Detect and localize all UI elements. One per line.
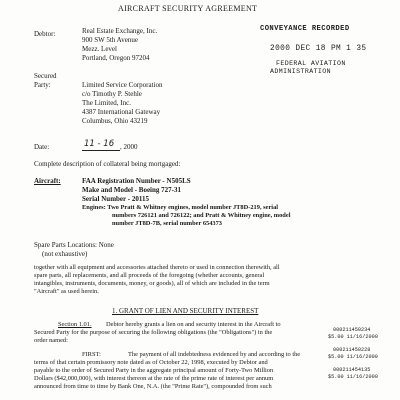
stamp-agency-line2: ADMINISTRATION	[270, 68, 331, 75]
recording-fee: $5.00 11/16/2000	[328, 374, 378, 380]
date-handwritten: 11 - 16	[84, 139, 115, 149]
debtor-label: Debtor:	[34, 30, 56, 38]
section-101-label: Section 1.01.	[58, 321, 92, 328]
section-101-line: Debtor hereby grants a lien on and security interest in the Aircraft to	[106, 321, 281, 328]
recording-number: 000211454135	[333, 367, 371, 373]
recording-fee: $5.00 11/16/2000	[328, 334, 378, 340]
together-paragraph-line: intangibles, instruments, documents, money, or goods), all of which are included in the term	[34, 280, 270, 287]
date-underline	[82, 150, 120, 151]
spare-parts-locations: Spare Parts Locations: None	[34, 241, 114, 249]
aircraft-label: Aircraft:	[34, 177, 61, 185]
aircraft-engines: numbers 726121 and 726122; and Pratt & Whitney engine, model	[112, 212, 291, 219]
aircraft-make-model: Make and Model - Boeing 727-31	[82, 186, 181, 194]
together-paragraph-line: together with all equipment and accessories attached thereto or used in connection therewith, all	[34, 264, 280, 271]
spare-parts-note: (not exhaustive)	[42, 250, 88, 258]
debtor-address-line: Portland, Oregon 97204	[82, 54, 150, 62]
first-paragraph-line: payable to the order of Secured Party in the aggregate principal amount of Forty-Two Million	[34, 367, 274, 374]
secured-party-line: c/o Timothy P. Stehle	[82, 90, 142, 98]
secured-party-label: Party:	[34, 81, 51, 89]
first-paragraph-line: announced from time to time by Bank One, N.A. (the "Prime Rate"), compounded from such	[34, 383, 272, 390]
debtor-address-line: 900 SW 5th Avenue	[82, 36, 138, 44]
section-heading: 1. GRANT OF LIEN AND SECURITY INTEREST	[112, 307, 259, 315]
section-101-line: Secured Party for the purpose of securing the following obligations (the "Obligations") in the	[34, 329, 273, 336]
recording-fee: $5.00 11/16/2000	[328, 354, 378, 360]
aircraft-engines: number JT8D-7B, serial number 654373	[112, 220, 223, 227]
together-paragraph-line: "Aircraft" as used herein.	[34, 288, 99, 295]
debtor-name: Real Estate Exchange, Inc.	[82, 27, 158, 35]
date-year: , 2000	[120, 143, 138, 151]
aircraft-serial: Serial Number - 20115	[82, 195, 149, 203]
first-paragraph-line: terms of that certain promissory note dated as of October 22, 1998, executed by Debtor and	[34, 359, 268, 366]
debtor-address-line: Mezz. Level	[82, 45, 117, 53]
document-title: AIRCRAFT SECURITY AGREEMENT	[118, 4, 258, 13]
stamp-date: 2000 DEC 18 PM 1 35	[270, 45, 367, 53]
first-paragraph-line: Dollars ($42,000,000), with interest thereon at the rate of the prime rate of interest per annum	[34, 375, 274, 382]
first-paragraph-label: FIRST:	[82, 351, 101, 358]
recording-number: 000211450228	[333, 347, 371, 353]
secured-party-line: Columbus, Ohio 43219	[82, 117, 148, 125]
together-paragraph-line: spare parts, all replacements, and all proceeds of the foregoing (whether accounts, general	[34, 272, 265, 279]
stamp-agency-line1: FEDERAL AVIATION	[276, 60, 346, 67]
secured-party-label: Secured	[34, 72, 57, 80]
date-label: Date:	[34, 143, 50, 151]
secured-party-line: 4387 International Gateway	[82, 108, 161, 116]
aircraft-engines: Engines: Two Pratt & Whitney engines, model number JT8D-219, serial	[82, 204, 279, 211]
secured-party-name: Limited Service Corporation	[82, 81, 163, 89]
recording-number: 000211450234	[333, 327, 371, 333]
section-101-line: order named:	[34, 337, 68, 344]
stamp-conveyance-recorded: CONVEYANCE RECORDED	[260, 25, 350, 33]
aircraft-registration: FAA Registration Number - N505LS	[82, 177, 191, 185]
first-paragraph-line: The payment of all indebtedness evidenced by and according to the	[128, 351, 301, 358]
collateral-intro: Complete description of collateral being mortgaged:	[34, 160, 181, 168]
secured-party-line: The Limited, Inc.	[82, 99, 131, 107]
